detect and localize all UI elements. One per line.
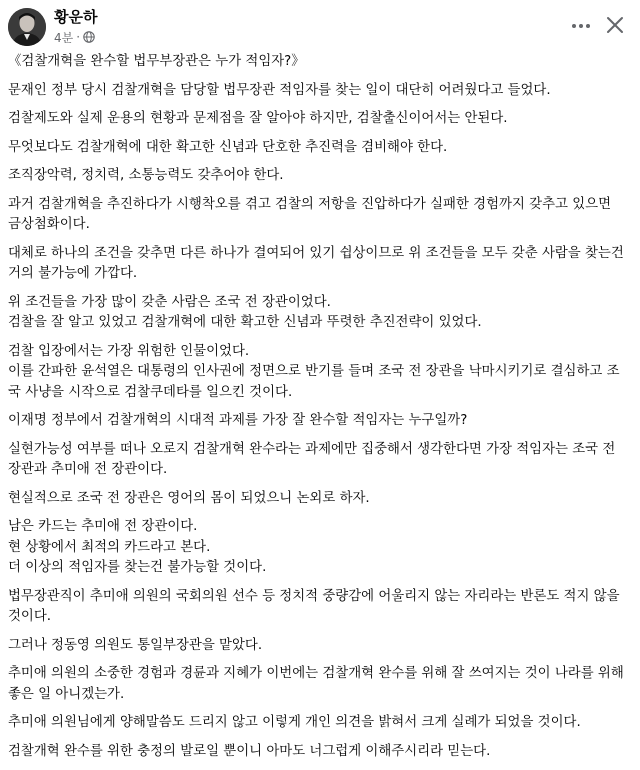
close-icon [606,16,624,34]
post-text-line: 거의 불가능에 가깝다. [8,266,138,281]
post-text-line: 그러나 정동영 의원도 통일부장관을 맡았다. [8,637,263,653]
post-text-line: 추미애 의원의 소중한 경험과 경륜과 지혜가 이번에는 검찰개혁 완수를 위해 잘 쓰여지는 것이 나라를 위해 [8,666,624,681]
post-paragraph [8,664,630,705]
close-button[interactable] [600,10,630,40]
post-text-line: 이재명 정부에서 검찰개혁의 시대적 과제를 가장 잘 완수할 적임자는 누구일까? [8,413,468,428]
post-text-line: 실현가능성 여부를 떠나 오로지 검찰개혁 완수라는 과제에만 집중해서 생각한다면 가장 적임자는 조국 전 [8,441,616,457]
post-text-line: 과거 검찰개혁을 추진하다가 시행착오를 겪고 검찰의 저항을 진압하다가 실패한 경험까지 갖추고 있으면 [8,196,612,212]
post-text-line: 검찰 입장에서는 가장 위험한 인물이었다. [8,343,250,359]
post-paragraph [8,52,630,73]
globe-icon [83,31,95,43]
avatar[interactable] [8,8,46,46]
post-text-line: 대체로 하나의 조건을 갖추면 다른 하나가 결여되어 있기 쉽상이므로 위 조건들을 모두 갖춘 사람을 찾는건 [8,245,624,261]
post-text-line: 법무장관직이 추미애 의원의 국회의원 선수 등 정치적 중량감에 어울리지 않는 자리라는 반론도 적지 않을 [8,588,620,604]
post-header [0,0,640,52]
post-text-line: 검찰제도와 실제 운용의 현황과 문제점을 잘 알아야 하지만, 검찰출신이어서는 안된다. [8,111,508,126]
post-text-line: 현실적으로 조국 전 장관은 영어의 몸이 되었으니 논외로 하자. [8,490,370,506]
post-meta [54,29,95,45]
post-paragraph [8,636,630,657]
post-paragraph [8,81,630,102]
post-paragraph [8,742,630,763]
more-horizontal-icon [571,23,591,29]
author-name[interactable]: 황운하 [54,8,98,26]
post-text-line: 추미애 의원님에게 양해말씀도 드리지 않고 이렇게 개인 의견을 밝혀서 크게 실례가 되었을 것이다. [8,715,581,730]
post-text-line: 남은 카드는 추미애 전 장관이다. [8,519,198,534]
avatar-photo [8,8,46,46]
post-text-line: 무엇보다도 검찰개혁에 대한 확고한 신념과 단호한 추진력을 겸비해야 한다. [8,139,448,155]
post-text-line: 현 상황에서 최적의 카드라고 본다. [8,539,211,555]
post-paragraph [8,440,630,481]
post-text-line: 문재인 정부 당시 검찰개혁을 담당할 법무장관 적임자를 찾는 일이 대단히 어려웠다고 들었다. [8,82,551,98]
post-text-line: 검찰개혁 완수를 위한 충정의 발로일 뿐이니 아마도 너그럽게 이해주시리라 믿는다. [8,743,491,759]
post-paragraph [8,195,630,236]
post-time[interactable]: 4분 [54,30,74,45]
post-paragraph [8,138,630,159]
more-options-button[interactable] [566,12,596,40]
post-text-line: 더 이상의 적임자를 찾는건 불가능할 것이다. [8,560,267,575]
post-text-line: 조직장악력, 정치력, 소통능력도 갖추어야 한다. [8,168,284,183]
post-text-line: 장관과 추미애 전 장관이다. [8,462,168,477]
post-paragraph [8,166,630,187]
post-paragraph [8,587,630,628]
post-text-line: 좋은 일 아니겠는가. [8,686,125,702]
post-paragraph [8,342,630,404]
post-text-line: 것이다. [8,609,52,624]
post-text-line: 검찰을 잘 알고 있었고 검찰개혁에 대한 확고한 신념과 뚜렷한 추진전략이 있었다. [8,315,482,330]
post-paragraph [8,293,630,334]
post-text-line: 위 조건들을 가장 많이 갖춘 사람은 조국 전 장관이었다. [8,294,331,310]
post-text-line: 이를 간파한 윤석열은 대통령의 인사권에 정면으로 반기를 들며 조국 전 장관을 낙마시키기로 결심하고 조 [8,364,620,379]
post-paragraph [8,517,630,579]
post-paragraph [8,244,630,285]
post-paragraph [8,109,630,130]
post-paragraph [8,411,630,432]
meta-separator: · [76,30,81,44]
post-text-line: 《검찰개혁을 완수할 법무부장관은 누가 적임자?》 [8,54,305,69]
post-body [8,52,630,770]
post-paragraph [8,489,630,510]
post-text-line: 국 사냥을 시작으로 검찰쿠데타를 일으킨 것이다. [8,384,293,400]
post-text-line: 금상첨화이다. [8,217,90,232]
post-paragraph [8,713,630,734]
